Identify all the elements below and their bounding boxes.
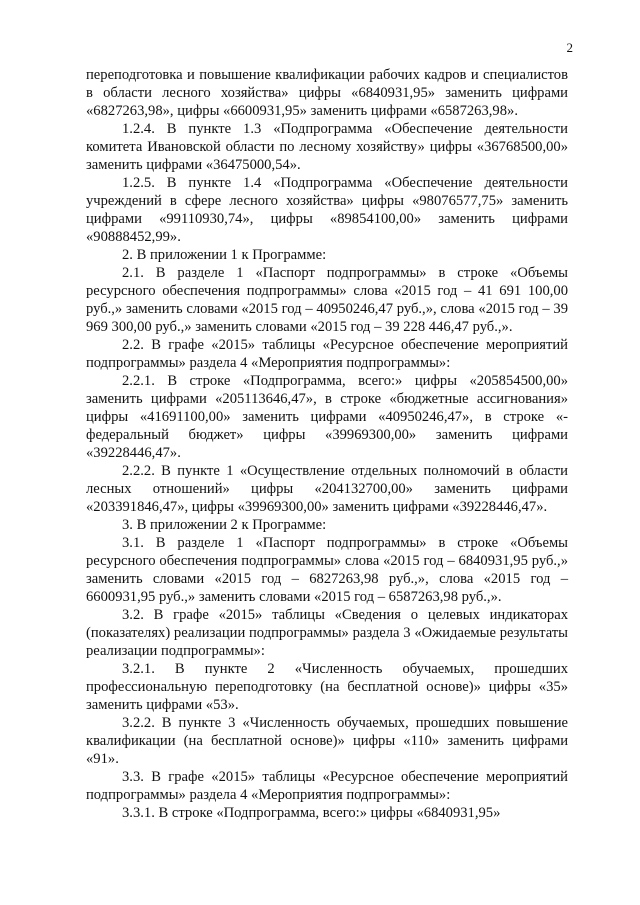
paragraph: 1.2.5. В пункте 1.4 «Подпрограмма «Обеспечение деятельности учреждений в сфере лесного хозяйства» цифры «98076577,75» заменить цифрами «99110930,74», цифры «89854100,00» заменить цифрами «90888452,99».: [86, 175, 568, 245]
paragraph: 2. В приложении 1 к Программе:: [122, 247, 327, 263]
page-number: 2: [566, 40, 573, 55]
paragraph: 3.3. В графе «2015» таблицы «Ресурсное обеспечение мероприятий подпрограммы» раздела 4 «Мероприятия подпрограммы»:: [86, 769, 568, 803]
paragraph: 2.1. В разделе 1 «Паспорт подпрограммы» в строке «Объемы ресурсного обеспечения подпрограммы» слова «2015 год – 41 691 100,00 руб.,» заменить словами «2015 год – 40950246,47 руб.,», слова «2015 год – 39 969 300,00 руб.,» заменить словами «2015 год – 39 228 446,47 руб.,».: [86, 265, 568, 335]
paragraph: переподготовка и повышение квалификации рабочих кадров и специалистов в области лесного хозяйства» цифры «6840931,95» заменить цифрами «6827263,98», цифры «6600931,95» заменить цифрами «6587263,98».: [86, 67, 568, 119]
paragraph: 3.2.2. В пункте 3 «Численность обучаемых, прошедших повышение квалификации (на бесплатной основе)» цифры «110» заменить цифрами «91».: [86, 715, 568, 767]
paragraph: 1.2.4. В пункте 1.3 «Подпрограмма «Обеспечение деятельности комитета Ивановской области по лесному хозяйству» цифры «36768500,00» заменить цифрами «36475000,54».: [86, 121, 568, 173]
paragraph: 2.2.2. В пункте 1 «Осуществление отдельных полномочий в области лесных отношений» цифры «204132700,00» заменить цифрами «203391846,47», цифры «39969300,00» заменить цифрами «39228446,47».: [86, 463, 568, 515]
paragraph: 2.2. В графе «2015» таблицы «Ресурсное обеспечение мероприятий подпрограммы» раздела 4 «Мероприятия подпрограммы»:: [86, 337, 568, 371]
paragraph: 3.2.1. В пункте 2 «Численность обучаемых, прошедших профессиональную переподготовку (на бесплатной основе)» цифры «35» заменить цифрами «53».: [86, 661, 568, 713]
paragraph: 3.3.1. В строке «Подпрограмма, всего:» цифры «6840931,95»: [122, 805, 501, 821]
paragraph: 3.2. В графе «2015» таблицы «Сведения о целевых индикаторах (показателях) реализации подпрограммы» раздела 3 «Ожидаемые результаты реализации подпрограммы»:: [86, 607, 568, 659]
paragraph: 2.2.1. В строке «Подпрограмма, всего:» цифры «205854500,00» заменить цифрами «205113646,47», в строке «бюджетные ассигнования» цифры «41691100,00» заменить цифрами «40950246,47», в строке «- федеральный бюджет» цифры «39969300,00» заменить цифрами «39228446,47».: [86, 373, 568, 461]
paragraph: 3. В приложении 2 к Программе:: [122, 517, 327, 533]
document-body: [86, 66, 568, 822]
paragraph: 3.1. В разделе 1 «Паспорт подпрограммы» в строке «Объемы ресурсного обеспечения подпрограммы» слова «2015 год – 6840931,95 руб.,» заменить словами «2015 год – 6827263,98 руб.,», слова «2015 год – 6600931,95 руб.,» заменить словами «2015 год – 6587263,98 руб.,».: [86, 535, 568, 605]
